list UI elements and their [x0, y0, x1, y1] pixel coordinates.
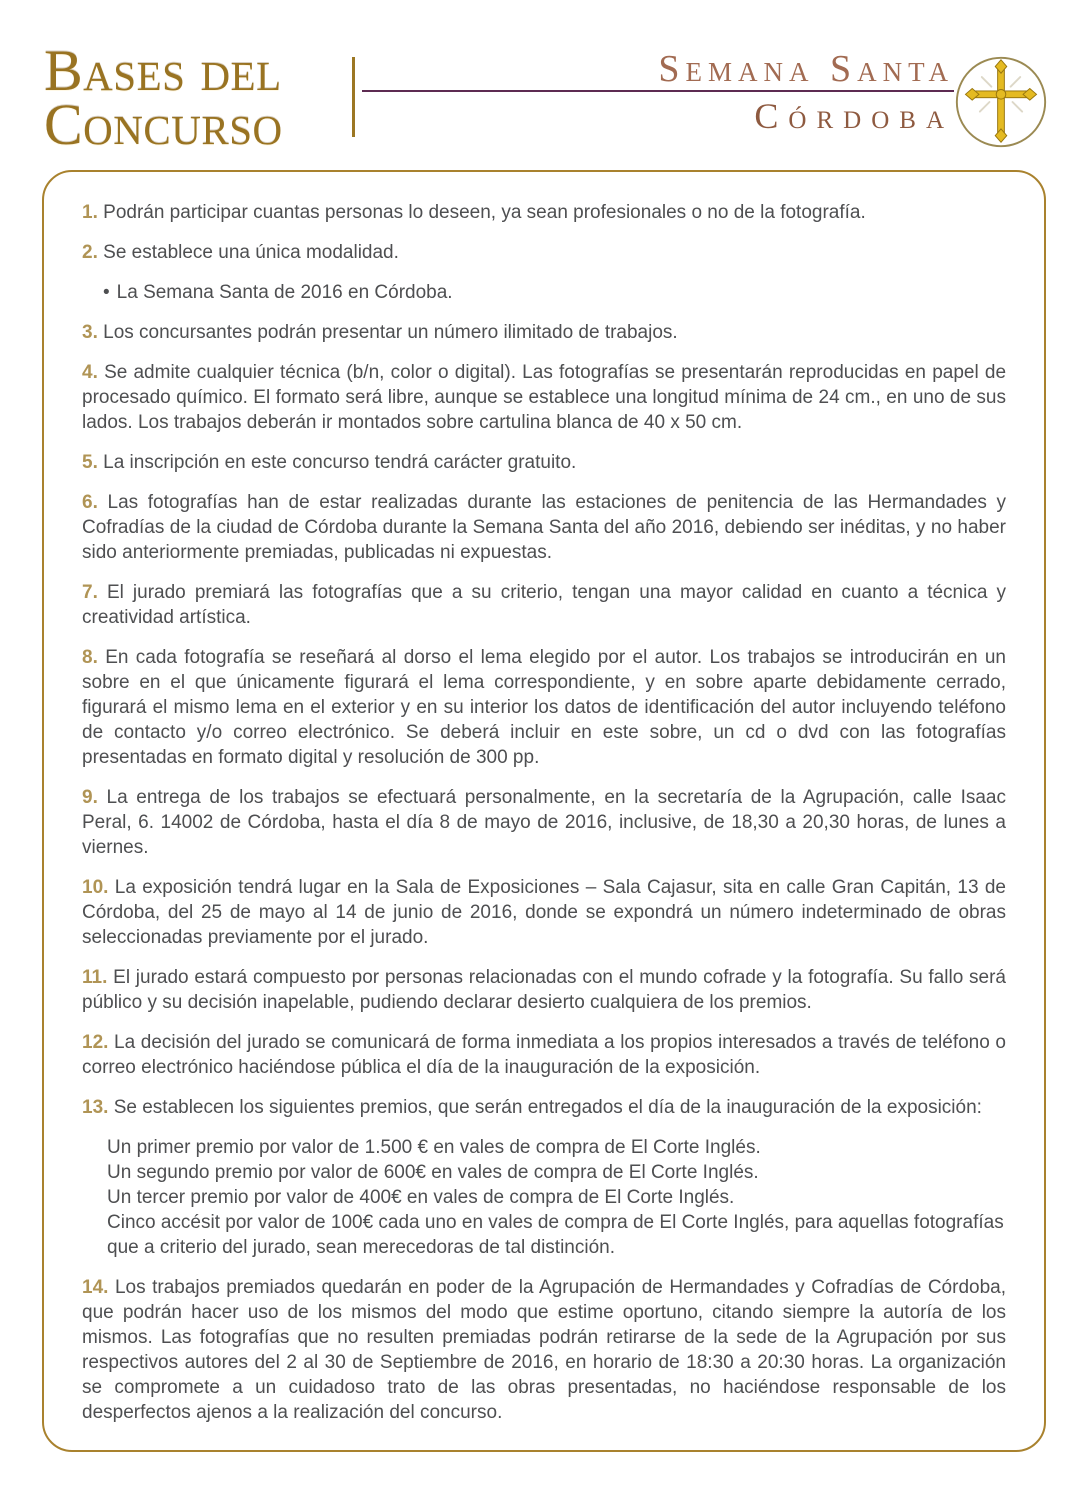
rule-number: 1.	[82, 202, 98, 223]
prize-item: Un primer premio por valor de 1.500 € en vales de compra de El Corte Inglés.	[107, 1137, 761, 1158]
budded-cross-icon	[953, 54, 1049, 150]
header-divider	[352, 57, 355, 137]
rule-item-9	[82, 785, 1006, 860]
brand-semana-santa: Semana Santa	[658, 48, 954, 90]
rule-number: 4.	[82, 362, 98, 383]
page-title-line1: Bases del	[44, 38, 282, 103]
rule-number: 10.	[82, 877, 109, 898]
brand-underline	[362, 90, 954, 92]
rule-item-13	[82, 1095, 1006, 1120]
page-title-line2: Concurso	[44, 92, 283, 157]
rule-text: El jurado premiará las fotografías que a su criterio, tengan una mayor calidad en cuanto a técnica y creatividad artística.	[82, 582, 1006, 628]
rule-item-3	[82, 320, 1006, 345]
rule-text: En cada fotografía se reseñará al dorso el lema elegido por el autor. Los trabajos se introducirán en un sobre en el que únicamente figurará el lema correspondiente, y en sobre aparte debidamente cerrado, figurará el mismo lema en el exterior y en su interior los datos de identificación del autor incluyendo teléfono de contacto y/o correo electrónico. Se deberá incluir en este sobre, un cd o dvd con las fotografías presentadas en formato digital y resolución de 300 pp.	[82, 647, 1006, 768]
rule-number: 13.	[82, 1097, 109, 1118]
rule-item-1	[82, 200, 1006, 225]
rule-text: La exposición tendrá lugar en la Sala de Exposiciones – Sala Cajasur, sita en calle Gran Capitán, 13 de Córdoba, del 25 de mayo al 14 de junio de 2016, donde se expondrá un número indeterminado de obras seleccionadas previamente por el jurado.	[82, 877, 1006, 948]
bullet-marker-icon: •	[103, 282, 110, 303]
rule-item-11	[82, 965, 1006, 1015]
rule-text: La entrega de los trabajos se efectuará personalmente, en la secretaría de la Agrupación, calle Isaac Peral, 6. 14002 de Córdoba, hasta el día 8 de mayo de 2016, inclusive, de 18,30 a 20,30 horas, de lunes a viernes.	[82, 787, 1006, 858]
rule-item-10	[82, 875, 1006, 950]
rule-text: Los concursantes podrán presentar un número ilimitado de trabajos.	[103, 322, 678, 343]
rule-number: 5.	[82, 452, 98, 473]
prize-item: Cinco accésit por valor de 100€ cada uno en vales de compra de El Corte Inglés, para aquellas fotografías que a criterio del jurado, sean merecedoras de tal distinción.	[107, 1212, 1004, 1258]
rule-item-12	[82, 1030, 1006, 1080]
rule-item-6	[82, 490, 1006, 565]
prize-item: Un tercer premio por valor de 400€ en vales de compra de El Corte Inglés.	[107, 1187, 735, 1208]
rule-text: Podrán participar cuantas personas lo deseen, ya sean profesionales o no de la fotografía.	[103, 202, 866, 223]
rule-number: 7.	[82, 582, 98, 603]
rule-item-8	[82, 645, 1006, 770]
page-title	[44, 38, 283, 157]
rule-number: 8.	[82, 647, 98, 668]
bullet-text: La Semana Santa de 2016 en Córdoba.	[116, 282, 453, 303]
rule-text: Las fotografías han de estar realizadas durante las estaciones de penitencia de las Hermandades y Cofradías de la ciudad de Córdoba durante la Semana Santa del año 2016, debiendo ser inéditas, y no haber sido anteriormente premiadas, publicadas ni expuestas.	[82, 492, 1007, 563]
rule-text: La inscripción en este concurso tendrá carácter gratuito.	[103, 452, 577, 473]
rule-text: El jurado estará compuesto por personas relacionadas con el mundo cofrade y la fotografía. Su fallo será público y su decisión inapelable, pudiendo declarar desierto cualquiera de los premios.	[82, 967, 1006, 1013]
rules-box	[42, 170, 1046, 1452]
rule-item-7	[82, 580, 1006, 630]
rule-text: Se admite cualquier técnica (b/n, color o digital). Las fotografías se presentarán reproducidas en papel de procesado químico. El formato será libre, aunque se establece una longitud mínima de 24 cm., en uno de sus lados. Los trabajos deberán ir montados sobre cartulina blanca de 40 x 50 cm.	[82, 362, 1007, 433]
rule-text: Se establece una única modalidad.	[103, 242, 399, 263]
rule-item-4	[82, 360, 1006, 435]
rules-list	[82, 200, 1006, 1425]
rule-text: Se establecen los siguientes premios, que serán entregados el día de la inauguración de la exposición:	[113, 1097, 982, 1118]
rule-number: 12.	[82, 1032, 109, 1053]
rule-number: 2.	[82, 242, 98, 263]
rule-text: Los trabajos premiados quedarán en poder de la Agrupación de Hermandades y Cofradías de Córdoba, que podrán hacer uso de los mismos del modo que estime oportuno, citando siempre la autoría de los mismos. Las fotografías que no resulten premiadas podrán retirarse de la sede de la Agrupación por sus respectivos autores del 2 al 30 de Septiembre de 2016, en horario de 18:30 a 20:30 horas. La organización se compromete a un cuidadoso trato de las obras presentadas, no haciéndose responsable de los desperfectos ajenos a la realización del concurso.	[82, 1277, 1006, 1423]
rule-number: 11.	[82, 967, 108, 988]
prize-list	[82, 1135, 1006, 1260]
rule-item-2	[82, 240, 1006, 265]
brand-cordoba: Córdoba	[754, 96, 954, 136]
rule-text: La decisión del jurado se comunicará de forma inmediata a los propios interesados a través de teléfono o correo electrónico haciéndose pública el día de la inauguración de la exposición.	[82, 1032, 1006, 1078]
rule-sub-bullet	[82, 280, 1006, 305]
rule-number: 14.	[82, 1277, 109, 1298]
rule-item-14	[82, 1275, 1006, 1425]
prize-item: Un segundo premio por valor de 600€ en vales de compra de El Corte Inglés.	[107, 1162, 759, 1183]
rule-item-5	[82, 450, 1006, 475]
rule-number: 9.	[82, 787, 98, 808]
rule-number: 3.	[82, 322, 98, 343]
rule-number: 6.	[82, 492, 98, 513]
